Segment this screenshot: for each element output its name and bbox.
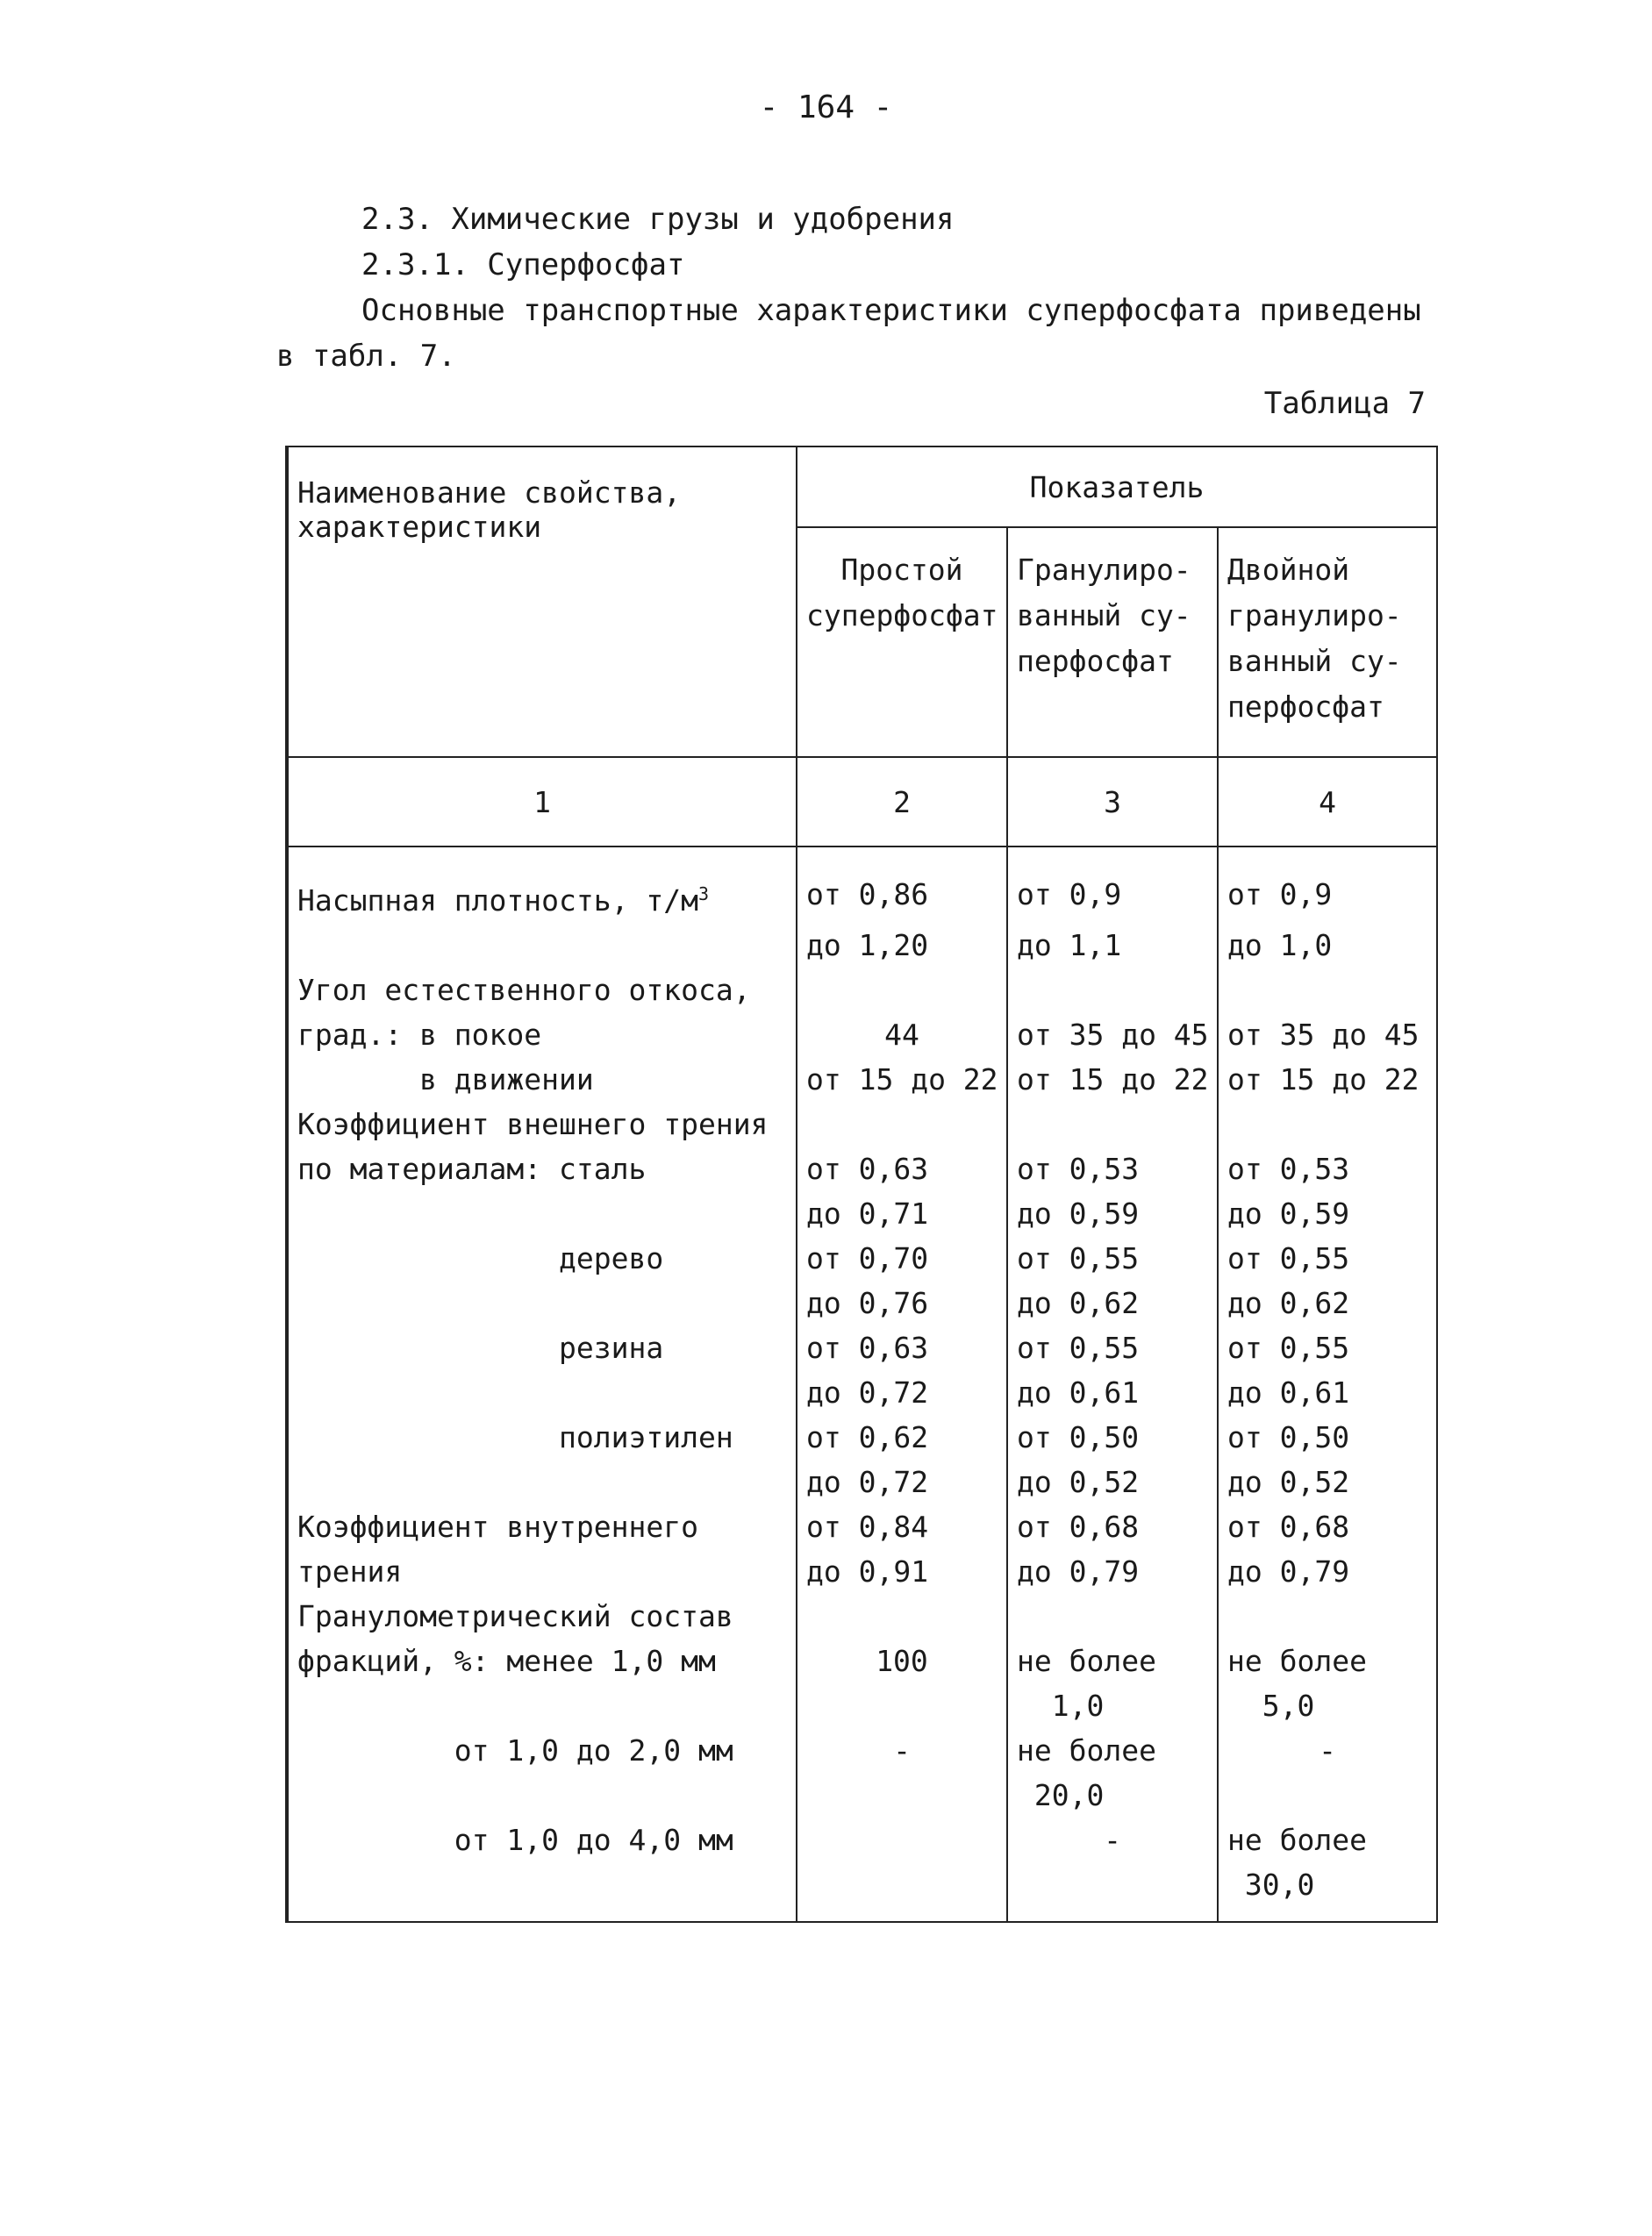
property-cell: полиэтилен bbox=[288, 1415, 797, 1460]
table-row bbox=[288, 1102, 1437, 1147]
simple-superphosphate-cell bbox=[797, 1594, 1007, 1639]
table-row bbox=[288, 1236, 1437, 1281]
double-granulated-cell: до 0,79 bbox=[1218, 1549, 1437, 1594]
table-row bbox=[288, 1191, 1437, 1236]
granulated-superphosphate-cell: от 35 до 45 bbox=[1007, 1012, 1218, 1057]
granulated-superphosphate-cell bbox=[1007, 1102, 1218, 1147]
property-cell bbox=[288, 1460, 797, 1504]
granulated-superphosphate-cell: 20,0 bbox=[1007, 1773, 1218, 1818]
simple-superphosphate-cell: от 15 до 22 bbox=[797, 1057, 1007, 1102]
property-cell bbox=[288, 1862, 797, 1921]
doc-table bbox=[287, 447, 1438, 1921]
double-granulated-cell bbox=[1218, 968, 1437, 1012]
property-cell: от 1,0 до 2,0 мм bbox=[288, 1728, 797, 1773]
table-row bbox=[288, 923, 1437, 968]
granulated-superphosphate-cell bbox=[1007, 968, 1218, 1012]
table-row bbox=[288, 847, 1437, 923]
table-row bbox=[288, 968, 1437, 1012]
double-granulated-cell: не более bbox=[1218, 1639, 1437, 1683]
table-row bbox=[288, 1549, 1437, 1594]
simple-superphosphate-cell: от 0,63 bbox=[797, 1325, 1007, 1370]
granulated-superphosphate-cell: - bbox=[1007, 1818, 1218, 1862]
table-row bbox=[288, 1147, 1437, 1191]
column-number: 3 bbox=[1007, 757, 1218, 847]
section-heading: 2.3. Химические грузы и удобрения bbox=[361, 202, 955, 237]
simple-superphosphate-cell: до 0,76 bbox=[797, 1281, 1007, 1325]
property-cell: дерево bbox=[288, 1236, 797, 1281]
table-row bbox=[288, 1683, 1437, 1728]
property-cell: град.: в покое bbox=[288, 1012, 797, 1057]
granulated-superphosphate-cell: до 0,61 bbox=[1007, 1370, 1218, 1415]
header-simple-superphosphate: Простой суперфосфат bbox=[797, 527, 1007, 757]
property-cell: Насыпная плотность, $т/м^3$ bbox=[288, 847, 797, 923]
property-cell: трения bbox=[288, 1549, 797, 1594]
granulated-superphosphate-cell: от 0,55 bbox=[1007, 1325, 1218, 1370]
property-cell bbox=[288, 923, 797, 968]
double-granulated-cell: не более bbox=[1218, 1818, 1437, 1862]
granulated-superphosphate-cell: от 0,50 bbox=[1007, 1415, 1218, 1460]
simple-superphosphate-cell: до 0,72 bbox=[797, 1460, 1007, 1504]
paragraph-line-1: Основные транспортные характеристики суперфосфата приведены bbox=[361, 293, 1421, 328]
granulated-superphosphate-cell: не более bbox=[1007, 1728, 1218, 1773]
double-granulated-cell: от 15 до 22 bbox=[1218, 1057, 1437, 1102]
property-cell bbox=[288, 1683, 797, 1728]
table-row bbox=[288, 1012, 1437, 1057]
granulated-superphosphate-cell bbox=[1007, 1594, 1218, 1639]
property-cell bbox=[288, 1370, 797, 1415]
property-cell: Коэффициент внутреннего bbox=[288, 1504, 797, 1549]
double-granulated-cell: от 0,55 bbox=[1218, 1236, 1437, 1281]
column-number: 1 bbox=[288, 757, 797, 847]
table-row bbox=[288, 1057, 1437, 1102]
table-row bbox=[288, 1415, 1437, 1460]
simple-superphosphate-cell: до 0,72 bbox=[797, 1370, 1007, 1415]
simple-superphosphate-cell: от 0,62 bbox=[797, 1415, 1007, 1460]
table-row bbox=[288, 1862, 1437, 1921]
page-number: - 164 - bbox=[759, 89, 893, 125]
column-number: 4 bbox=[1218, 757, 1437, 847]
double-granulated-cell bbox=[1218, 1594, 1437, 1639]
column-number: 2 bbox=[797, 757, 1007, 847]
granulated-superphosphate-cell bbox=[1007, 1862, 1218, 1921]
table-row bbox=[288, 1460, 1437, 1504]
double-granulated-cell: до 0,52 bbox=[1218, 1460, 1437, 1504]
simple-superphosphate-cell: до 0,71 bbox=[797, 1191, 1007, 1236]
header-granulated-superphosphate: Гранулиро-ванный су-перфосфат bbox=[1007, 527, 1218, 757]
property-cell: фракций, %: менее 1,0 мм bbox=[288, 1639, 797, 1683]
simple-superphosphate-cell: от 0,63 bbox=[797, 1147, 1007, 1191]
property-cell: по материалам: сталь bbox=[288, 1147, 797, 1191]
simple-superphosphate-cell bbox=[797, 1102, 1007, 1147]
simple-superphosphate-cell: 100 bbox=[797, 1639, 1007, 1683]
granulated-superphosphate-cell: 1,0 bbox=[1007, 1683, 1218, 1728]
granulated-superphosphate-cell: до 0,79 bbox=[1007, 1549, 1218, 1594]
double-granulated-cell: - bbox=[1218, 1728, 1437, 1773]
property-cell bbox=[288, 1773, 797, 1818]
granulated-superphosphate-cell: до 0,59 bbox=[1007, 1191, 1218, 1236]
granulated-superphosphate-cell: от 0,53 bbox=[1007, 1147, 1218, 1191]
table-row bbox=[288, 1325, 1437, 1370]
table-row bbox=[288, 1281, 1437, 1325]
granulated-superphosphate-cell: от 0,55 bbox=[1007, 1236, 1218, 1281]
property-cell: в движении bbox=[288, 1057, 797, 1102]
double-granulated-cell: от 0,68 bbox=[1218, 1504, 1437, 1549]
double-granulated-cell bbox=[1218, 1773, 1437, 1818]
simple-superphosphate-cell bbox=[797, 1862, 1007, 1921]
simple-superphosphate-cell: 44 bbox=[797, 1012, 1007, 1057]
property-cell: резина bbox=[288, 1325, 797, 1370]
section-subheading: 2.3.1. Суперфосфат bbox=[361, 247, 685, 282]
double-granulated-cell: 30,0 bbox=[1218, 1862, 1437, 1921]
table-row bbox=[288, 1504, 1437, 1549]
unit-superscript: 3 bbox=[697, 883, 710, 904]
header-group: Показатель bbox=[797, 447, 1437, 527]
double-granulated-cell: от 0,53 bbox=[1218, 1147, 1437, 1191]
simple-superphosphate-cell: до 0,91 bbox=[797, 1549, 1007, 1594]
table-row bbox=[288, 1639, 1437, 1683]
granulated-superphosphate-cell: до 1,1 bbox=[1007, 923, 1218, 968]
double-granulated-cell: до 0,62 bbox=[1218, 1281, 1437, 1325]
double-granulated-cell: от 35 до 45 bbox=[1218, 1012, 1437, 1057]
property-cell: Коэффициент внешнего трения bbox=[288, 1102, 797, 1147]
double-granulated-cell: от 0,55 bbox=[1218, 1325, 1437, 1370]
double-granulated-cell: до 1,0 bbox=[1218, 923, 1437, 968]
simple-superphosphate-cell: от 0,84 bbox=[797, 1504, 1007, 1549]
table-row bbox=[288, 1594, 1437, 1639]
double-granulated-cell: до 0,59 bbox=[1218, 1191, 1437, 1236]
simple-superphosphate-cell: от 0,86 bbox=[797, 847, 1007, 923]
paragraph-line-2: в табл. 7. bbox=[276, 339, 456, 374]
table-row bbox=[288, 1370, 1437, 1415]
double-granulated-cell: от 0,50 bbox=[1218, 1415, 1437, 1460]
granulated-superphosphate-cell: от 15 до 22 bbox=[1007, 1057, 1218, 1102]
simple-superphosphate-cell bbox=[797, 1818, 1007, 1862]
simple-superphosphate-cell: - bbox=[797, 1728, 1007, 1773]
header-double-granulated-superphosphate: Двойной гранулиро-ванный су-перфосфат bbox=[1218, 527, 1437, 757]
property-cell bbox=[288, 1191, 797, 1236]
simple-superphosphate-cell: до 1,20 bbox=[797, 923, 1007, 968]
granulated-superphosphate-cell: до 0,52 bbox=[1007, 1460, 1218, 1504]
simple-superphosphate-cell bbox=[797, 1773, 1007, 1818]
granulated-superphosphate-cell: от 0,9 bbox=[1007, 847, 1218, 923]
simple-superphosphate-cell bbox=[797, 968, 1007, 1012]
simple-superphosphate-cell bbox=[797, 1683, 1007, 1728]
granulated-superphosphate-cell: от 0,68 bbox=[1007, 1504, 1218, 1549]
property-cell: от 1,0 до 4,0 мм bbox=[288, 1818, 797, 1862]
simple-superphosphate-cell: от 0,70 bbox=[797, 1236, 1007, 1281]
double-granulated-cell: до 0,61 bbox=[1218, 1370, 1437, 1415]
property-cell: Гранулометрический состав bbox=[288, 1594, 797, 1639]
table-row bbox=[288, 1728, 1437, 1773]
property-cell: Угол естественного откоса, bbox=[288, 968, 797, 1012]
double-granulated-cell: 5,0 bbox=[1218, 1683, 1437, 1728]
table-row bbox=[288, 1818, 1437, 1862]
double-granulated-cell: от 0,9 bbox=[1218, 847, 1437, 923]
properties-table bbox=[285, 446, 1438, 1923]
granulated-superphosphate-cell: не более bbox=[1007, 1639, 1218, 1683]
table-caption: Таблица 7 bbox=[1263, 386, 1426, 421]
table-body bbox=[288, 847, 1437, 1921]
property-cell bbox=[288, 1281, 797, 1325]
table-row bbox=[288, 1773, 1437, 1818]
granulated-superphosphate-cell: до 0,62 bbox=[1007, 1281, 1218, 1325]
header-property: Наименование свойства, характеристики bbox=[288, 447, 797, 757]
double-granulated-cell bbox=[1218, 1102, 1437, 1147]
